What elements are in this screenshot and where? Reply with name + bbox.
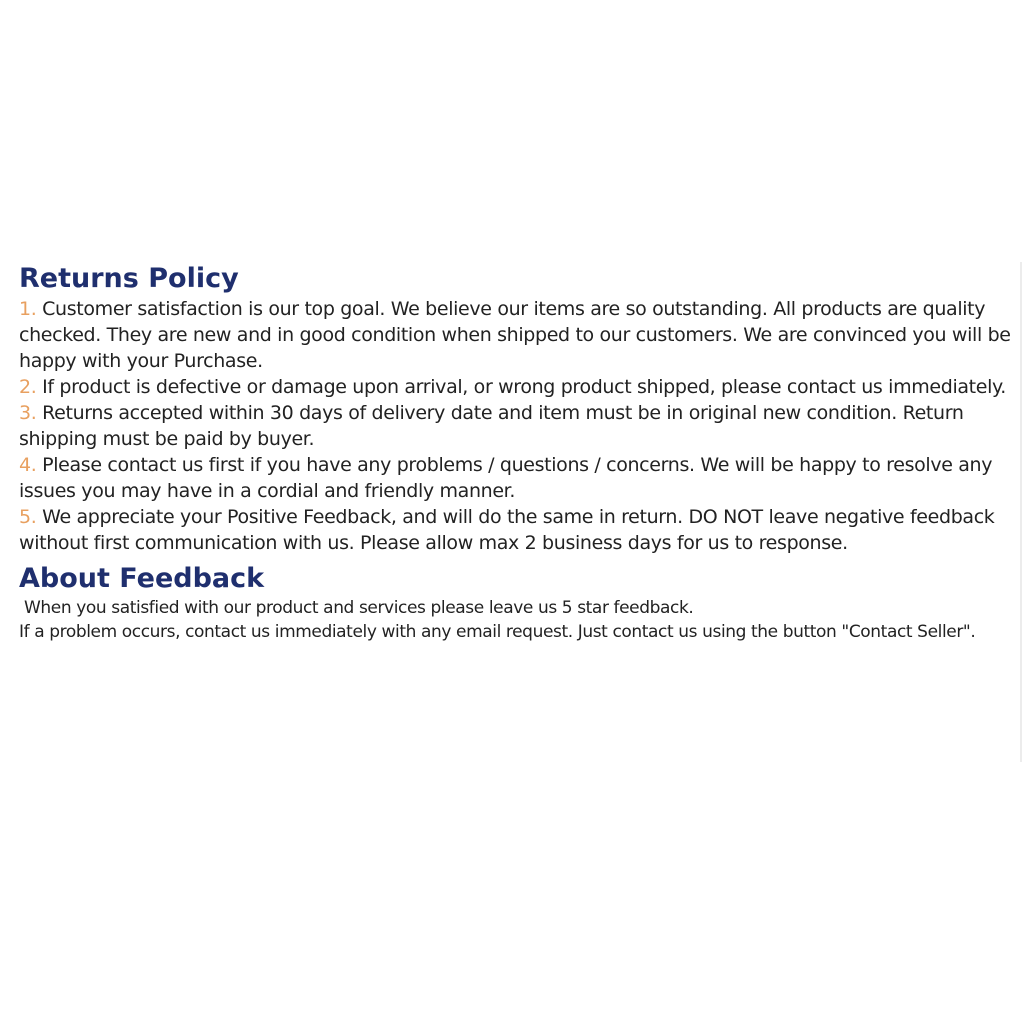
item-text: We appreciate your Positive Feedback, and will do the same in return. DO NOT leave negative feedback without first communication with us. Please allow max 2 business days for us to response. [19, 506, 995, 554]
item-number: 3. [19, 402, 37, 424]
returns-policy-title: Returns Policy [19, 263, 239, 294]
item-text: Returns accepted within 30 days of delivery date and item must be in original new condition. Return shipping must be paid by buyer. [19, 402, 964, 450]
item-number: 5. [19, 506, 37, 528]
returns-item-1 [19, 296, 1019, 374]
returns-item-4 [19, 452, 1019, 504]
returns-policy-list [19, 296, 1019, 556]
item-number: 1. [19, 298, 37, 320]
returns-item-3 [19, 400, 1019, 452]
item-text: If product is defective or damage upon arrival, or wrong product shipped, please contact us immediately. [42, 376, 1006, 398]
about-feedback-title: About Feedback [19, 563, 265, 594]
item-number: 2. [19, 376, 37, 398]
returns-item-2 [19, 374, 1019, 400]
feedback-line-2: If a problem occurs, contact us immediately with any email request. Just contact us using the button "Contact Seller". [19, 622, 976, 642]
item-text: Customer satisfaction is our top goal. We believe our items are so outstanding. All products are quality checked. They are new and in good condition when shipped to our customers. We are convinced you will be happy with your Purchase. [19, 298, 1011, 372]
policy-content [19, 262, 1019, 644]
edge-divider [1020, 262, 1022, 762]
feedback-line-1: When you satisfied with our product and services please leave us 5 star feedback. [24, 598, 694, 618]
item-text: Please contact us first if you have any problems / questions / concerns. We will be happy to resolve any issues you may have in a cordial and friendly manner. [19, 454, 993, 502]
returns-item-5 [19, 504, 1019, 556]
item-number: 4. [19, 454, 37, 476]
